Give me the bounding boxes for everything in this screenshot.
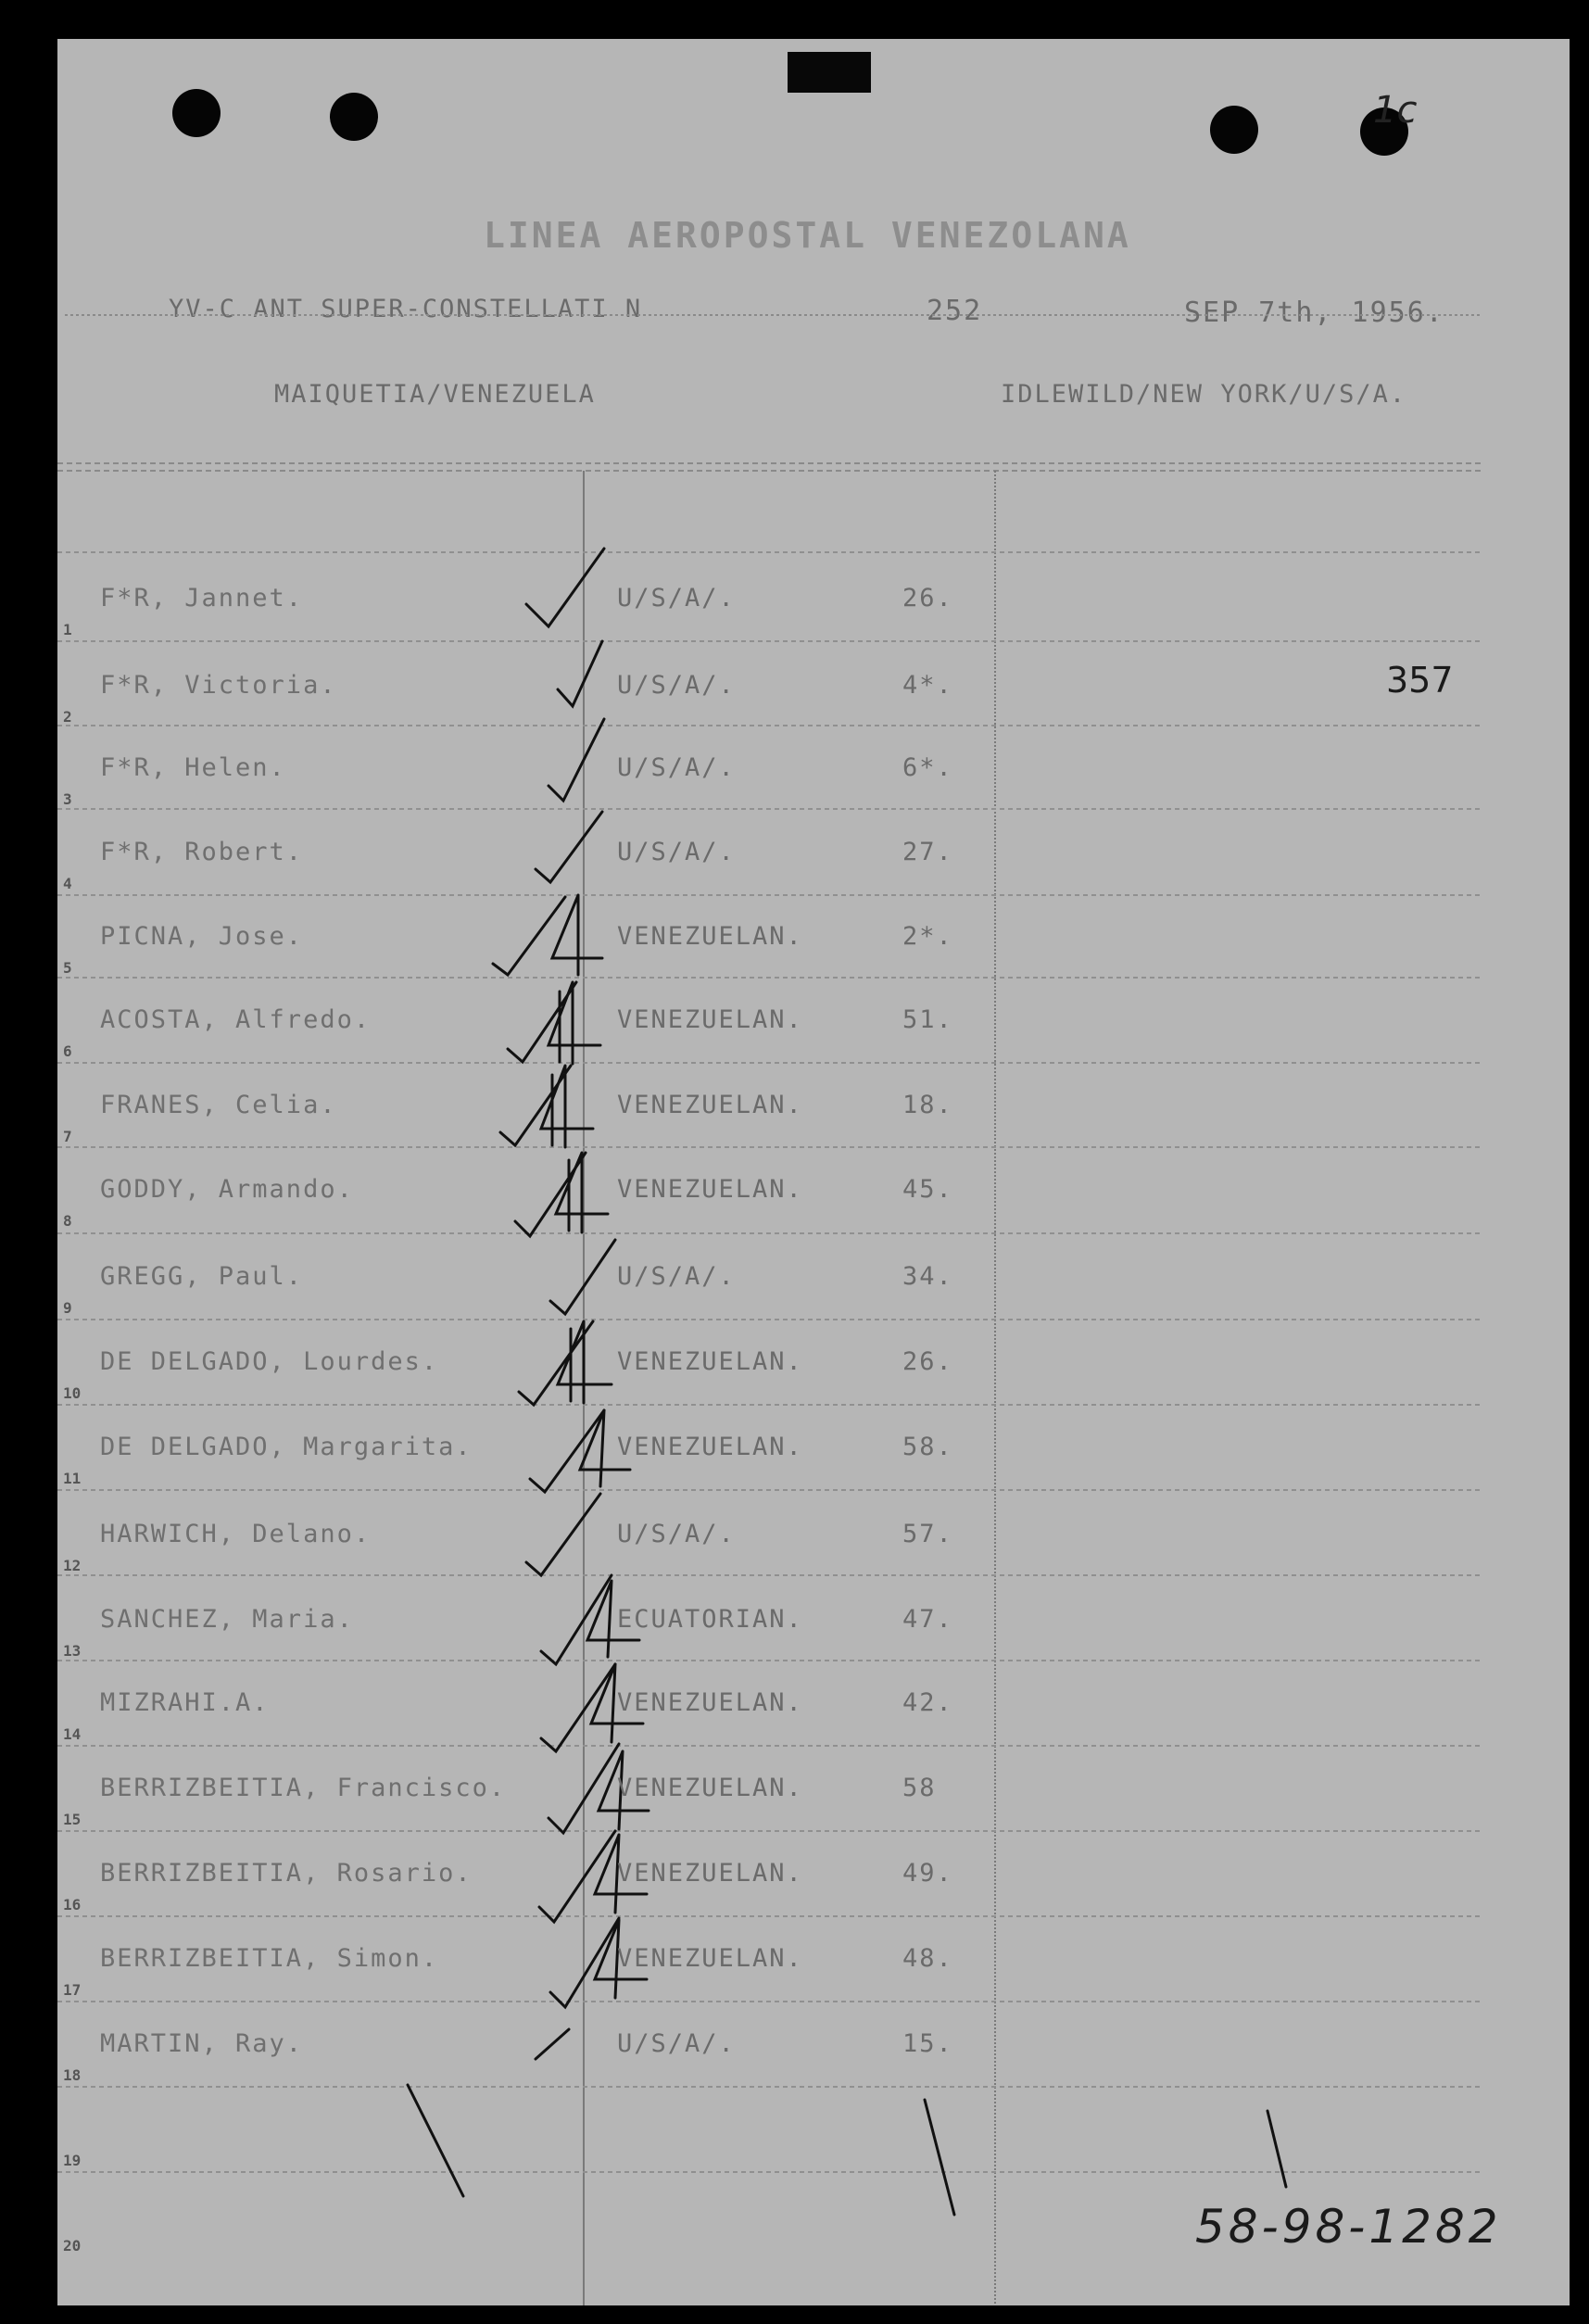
row-number: 5: [63, 959, 72, 977]
passenger-age: 42.: [902, 1688, 953, 1717]
passenger-name: BERRIZBEITIA, Francisco.: [100, 1774, 507, 1802]
passenger-name: HARWICH, Delano.: [100, 1520, 372, 1548]
passenger-nationality: VENEZUELAN.: [617, 922, 803, 951]
row-number: 16: [63, 1896, 82, 1914]
passenger-nationality: U/S/A/.: [617, 1520, 736, 1548]
company-header: LINEA AEROPOSTAL VENEZOLANA: [484, 215, 1131, 256]
passenger-age: 6*.: [902, 753, 953, 782]
passenger-name: SANCHEZ, Maria.: [100, 1605, 354, 1634]
passenger-name: GREGG, Paul.: [100, 1262, 304, 1291]
passenger-nationality: VENEZUELAN.: [617, 1175, 803, 1204]
passenger-name: ACOSTA, Alfredo.: [100, 1005, 372, 1034]
passenger-nationality: VENEZUELAN.: [617, 1774, 803, 1802]
passenger-nationality: VENEZUELAN.: [617, 1944, 803, 1973]
row-number: 13: [63, 1642, 82, 1660]
passenger-age: 58: [902, 1774, 937, 1802]
passenger-age: 26.: [902, 584, 953, 613]
passenger-nationality: U/S/A/.: [617, 838, 736, 866]
passenger-nationality: U/S/A/.: [617, 753, 736, 782]
row-number: 9: [63, 1299, 72, 1317]
row-number: 19: [63, 2152, 82, 2169]
passenger-nationality: U/S/A/.: [617, 584, 736, 613]
passenger-age: 58.: [902, 1433, 953, 1461]
row-number: 6: [63, 1042, 72, 1060]
passenger-nationality: ECUATORIAN.: [617, 1605, 803, 1634]
row-number: 2: [63, 708, 72, 726]
bottom-stamp: 58-98-1282: [1195, 2200, 1502, 2254]
passenger-name: BERRIZBEITIA, Rosario.: [100, 1859, 473, 1888]
passenger-age: 26.: [902, 1347, 953, 1376]
passenger-nationality: VENEZUELAN.: [617, 1688, 803, 1717]
passenger-age: 51.: [902, 1005, 953, 1034]
row-number: 12: [63, 1557, 82, 1574]
passenger-nationality: VENEZUELAN.: [617, 1859, 803, 1888]
row-number: 17: [63, 1981, 82, 1999]
passenger-name: F*R, Robert.: [100, 838, 304, 866]
row-number: 15: [63, 1811, 82, 1828]
embarkation-place: MAIQUETIA/VENEZUELA: [274, 380, 596, 409]
row-number: 8: [63, 1212, 72, 1230]
row-number: 1: [63, 621, 72, 638]
aircraft-value: YV-C ANT SUPER-CONSTELLATI N: [169, 295, 643, 323]
row-number: 11: [63, 1470, 82, 1487]
row-number: 18: [63, 2066, 82, 2084]
row-number: 3: [63, 790, 72, 808]
passenger-name: F*R, Helen.: [100, 753, 286, 782]
passenger-nationality: VENEZUELAN.: [617, 1347, 803, 1376]
page-number: 357: [1386, 660, 1454, 701]
row-number: 7: [63, 1128, 72, 1145]
passenger-name: FRANES, Celia.: [100, 1091, 337, 1119]
passenger-name: GODDY, Armando.: [100, 1175, 354, 1204]
passenger-nationality: U/S/A/.: [617, 1262, 736, 1291]
row-number: 4: [63, 875, 72, 892]
passenger-name: F*R, Jannet.: [100, 584, 304, 613]
passenger-name: BERRIZBEITIA, Simon.: [100, 1944, 439, 1973]
passenger-nationality: VENEZUELAN.: [617, 1433, 803, 1461]
row-number: 14: [63, 1725, 82, 1743]
passenger-age: 34.: [902, 1262, 953, 1291]
passenger-nationality: U/S/A/.: [617, 671, 736, 700]
passenger-name: PICNA, Jose.: [100, 922, 304, 951]
passenger-name: MIZRAHI.A.: [100, 1688, 270, 1717]
passenger-age: 2*.: [902, 922, 953, 951]
passenger-name: DE DELGADO, Margarita.: [100, 1433, 473, 1461]
passenger-age: 15.: [902, 2029, 953, 2058]
passenger-name: DE DELGADO, Lourdes.: [100, 1347, 439, 1376]
passenger-name: F*R, Victoria.: [100, 671, 337, 700]
passenger-age: 48.: [902, 1944, 953, 1973]
passenger-nationality: VENEZUELAN.: [617, 1005, 803, 1034]
passenger-nationality: VENEZUELAN.: [617, 1091, 803, 1119]
passenger-name: MARTIN, Ray.: [100, 2029, 304, 2058]
passenger-age: 49.: [902, 1859, 953, 1888]
row-number: 10: [63, 1384, 82, 1402]
corner-mark: 1c: [1373, 89, 1418, 132]
flight-date: SEP 7th, 1956.: [1184, 297, 1444, 329]
passenger-age: 27.: [902, 838, 953, 866]
flight-number: 252: [927, 295, 983, 327]
row-number: 20: [63, 2237, 82, 2255]
disembarkation-place: IDLEWILD/NEW YORK/U/S/A.: [1001, 380, 1407, 409]
passenger-age: 18.: [902, 1091, 953, 1119]
passenger-age: 45.: [902, 1175, 953, 1204]
passenger-nationality: U/S/A/.: [617, 2029, 736, 2058]
passenger-age: 57.: [902, 1520, 953, 1548]
passenger-age: 47.: [902, 1605, 953, 1634]
passenger-age: 4*.: [902, 671, 953, 700]
